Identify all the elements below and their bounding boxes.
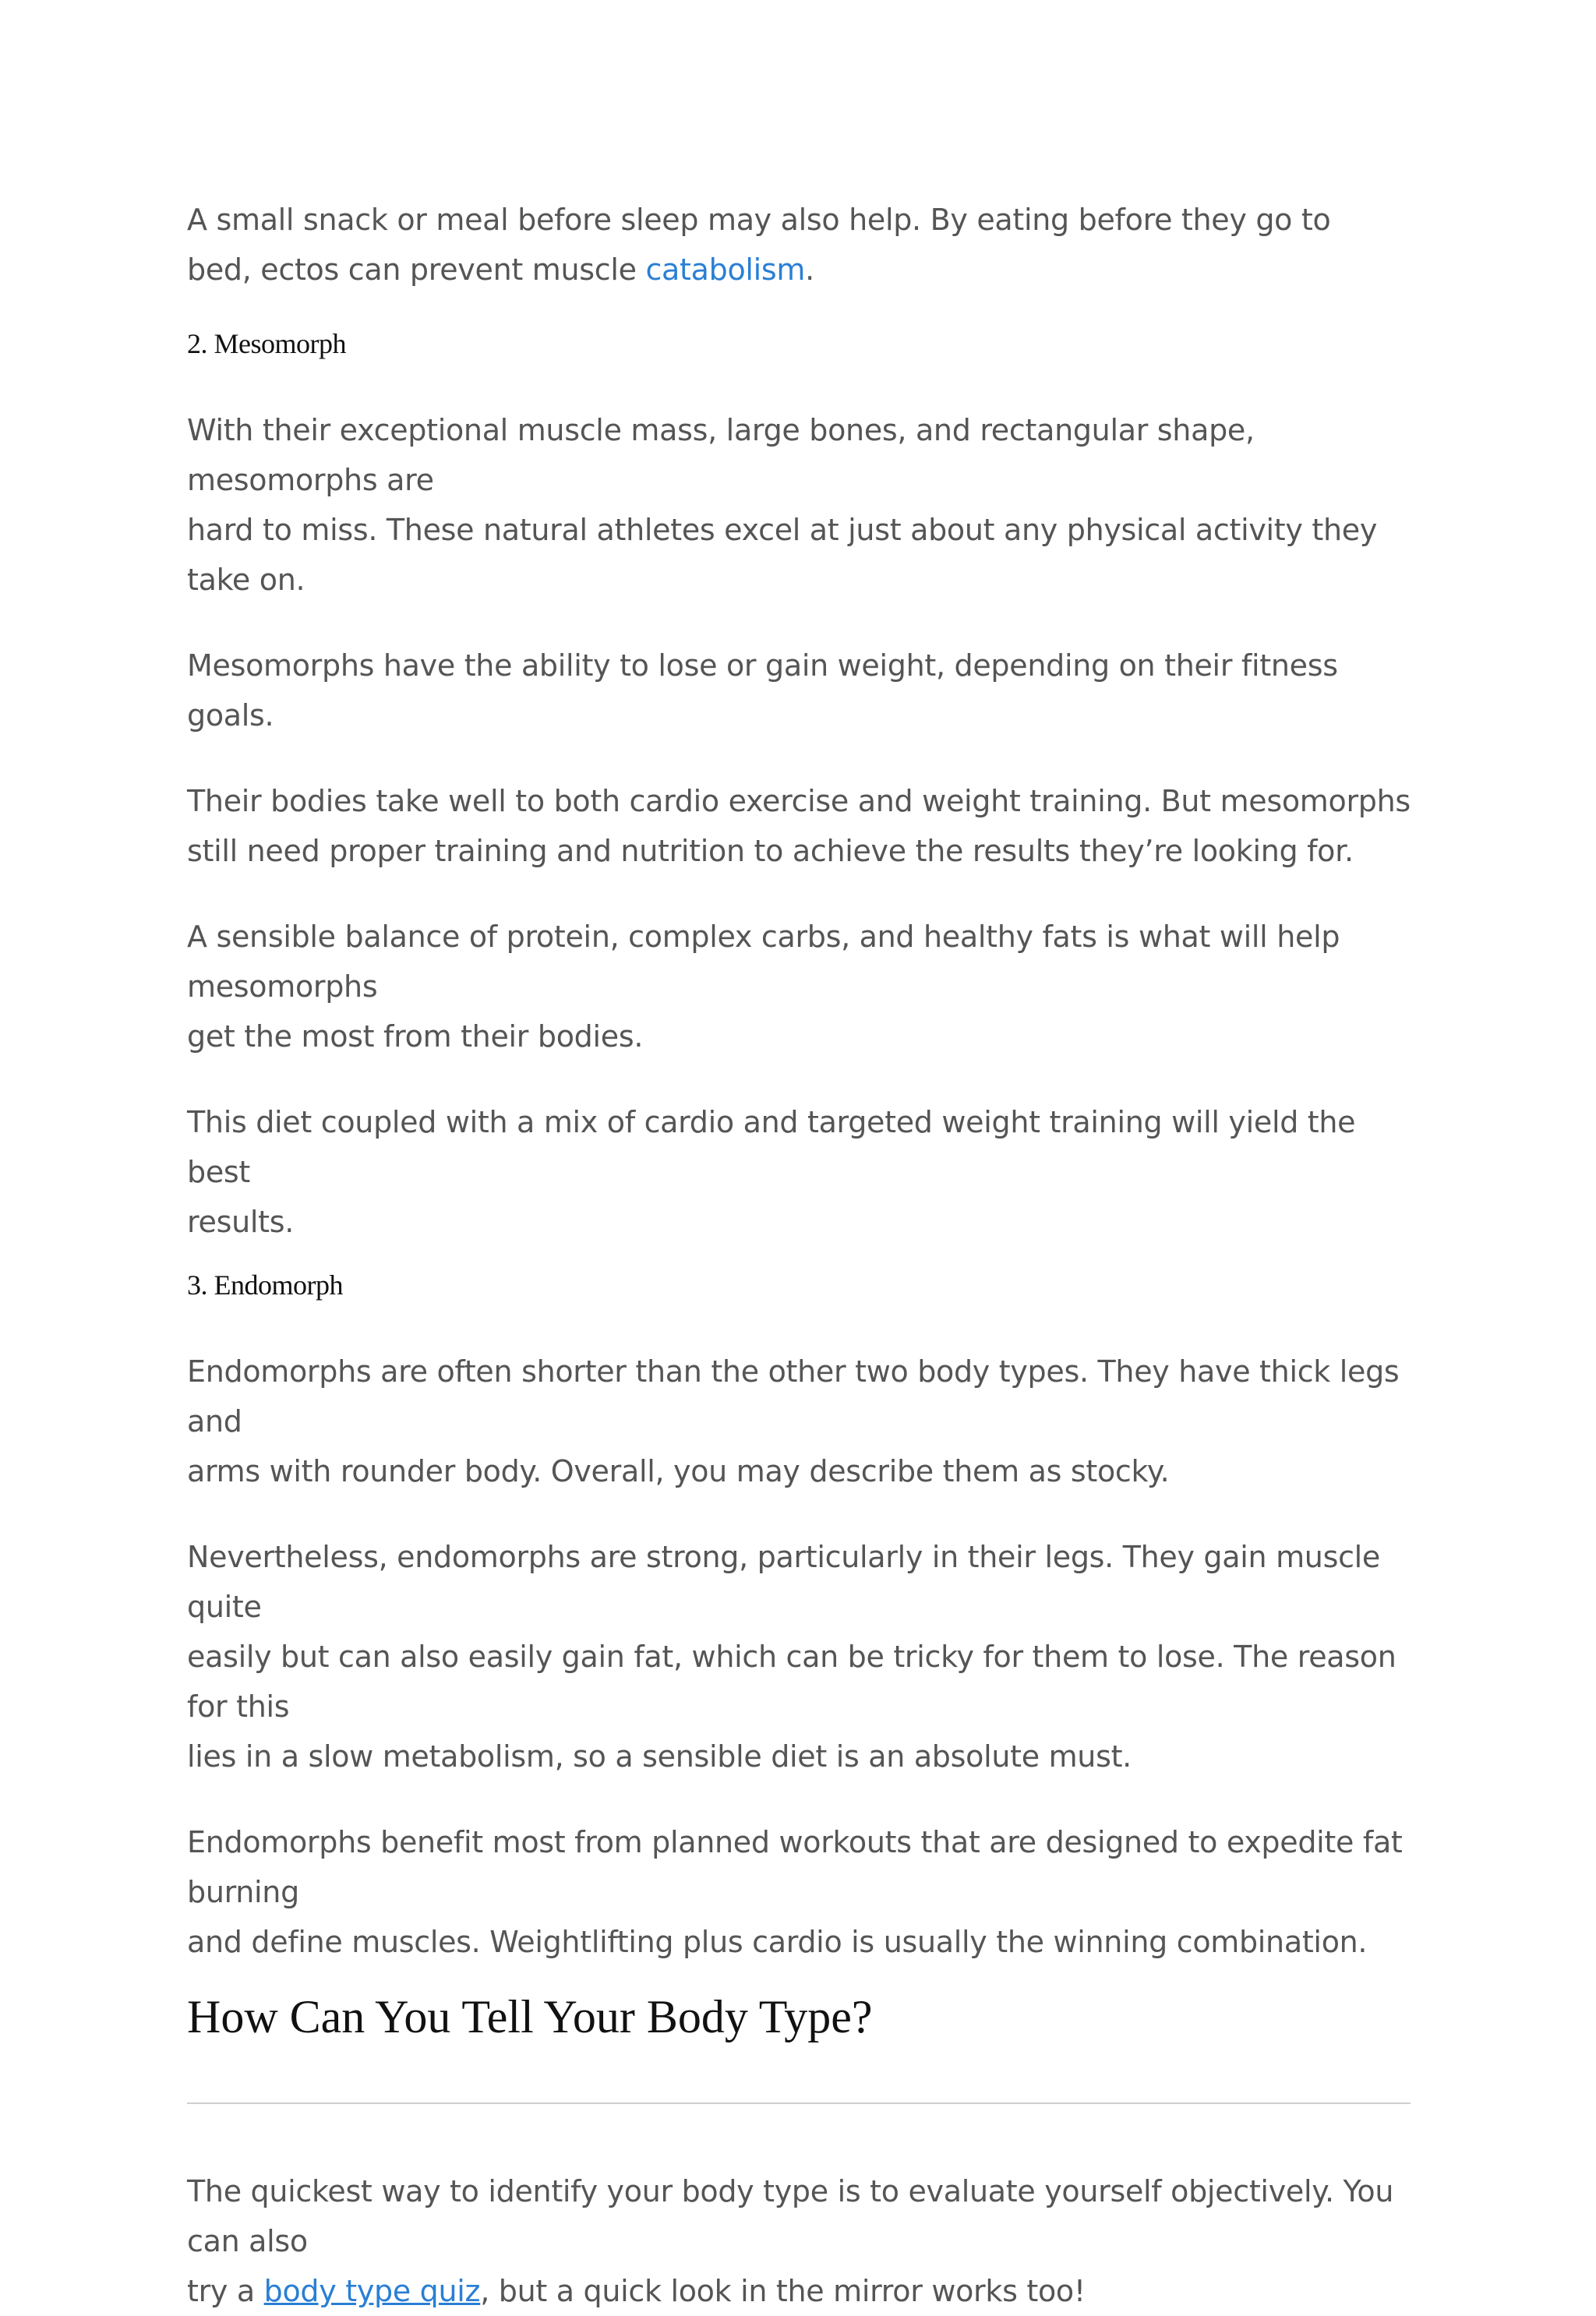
section-divider	[187, 2102, 1411, 2104]
text-line: Endomorphs benefit most from planned workouts that are designed to expedite fat burning	[187, 1825, 1403, 1909]
text-line: results.	[187, 1205, 294, 1239]
paragraph-mesomorph-weight	[187, 641, 1411, 740]
text-line: The quickest way to identify your body type is to evaluate yourself objectively. You can also	[187, 2174, 1394, 2258]
article-content	[187, 195, 1411, 2316]
text-line: Mesomorphs have the ability to lose or gain weight, depending on their fitness goals.	[187, 648, 1338, 733]
paragraph-ecto-snack	[187, 195, 1411, 295]
text-line: Nevertheless, endomorphs are strong, particularly in their legs. They gain muscle quite	[187, 1540, 1380, 1624]
text-line: still need proper training and nutrition to achieve the results they’re looking for.	[187, 834, 1354, 868]
text-line: lies in a slow metabolism, so a sensible diet is an absolute must.	[187, 1739, 1132, 1774]
paragraph-mesomorph-diet	[187, 912, 1411, 1061]
paragraph-endomorph-workouts	[187, 1817, 1411, 1967]
text-line: This diet coupled with a mix of cardio and targeted weight training will yield the best	[187, 1105, 1356, 1189]
text-line: easily but can also easily gain fat, which can be tricky for them to lose. The reason for this	[187, 1640, 1396, 1724]
text-line: Their bodies take well to both cardio exercise and weight training. But mesomorphs	[187, 784, 1411, 818]
catabolism-link[interactable]: catabolism	[645, 252, 806, 287]
text-line: hard to miss. These natural athletes excel at just about any physical activity they take on.	[187, 513, 1378, 597]
text-line: Endomorphs are often shorter than the other two body types. They have thick legs and	[187, 1354, 1400, 1439]
paragraph-mesomorph-training	[187, 776, 1411, 876]
text-line: .	[805, 252, 814, 287]
paragraph-identify-body-type	[187, 2166, 1411, 2316]
text-line: arms with rounder body. Overall, you may describe them as stocky.	[187, 1454, 1170, 1488]
text-line: With their exceptional muscle mass, large bones, and rectangular shape, mesomorphs are	[187, 413, 1255, 497]
paragraph-endomorph-intro	[187, 1347, 1411, 1496]
text-line: bed, ectos can prevent muscle	[187, 252, 646, 287]
section-title-endomorph: 3. Endomorph	[187, 1269, 343, 1301]
paragraph-mesomorph-intro	[187, 405, 1411, 605]
text-line: , but a quick look in the mirror works too!	[480, 2274, 1086, 2308]
text-line: A small snack or meal before sleep may also help. By eating before they go to	[187, 203, 1331, 237]
body-type-quiz-link[interactable]: body type quiz	[263, 2274, 481, 2308]
paragraph-endomorph-strength	[187, 1532, 1411, 1781]
text-line: get the most from their bodies.	[187, 1019, 644, 1054]
text-line: and define muscles. Weightlifting plus cardio is usually the winning combination.	[187, 1925, 1368, 1959]
text-line: try a	[187, 2274, 264, 2308]
text-line: A sensible balance of protein, complex carbs, and healthy fats is what will help mesomorphs	[187, 920, 1340, 1004]
section-title-mesomorph: 2. Mesomorph	[187, 328, 346, 359]
section-heading: How Can You Tell Your Body Type?	[187, 1991, 873, 2042]
paragraph-mesomorph-results	[187, 1097, 1411, 1247]
